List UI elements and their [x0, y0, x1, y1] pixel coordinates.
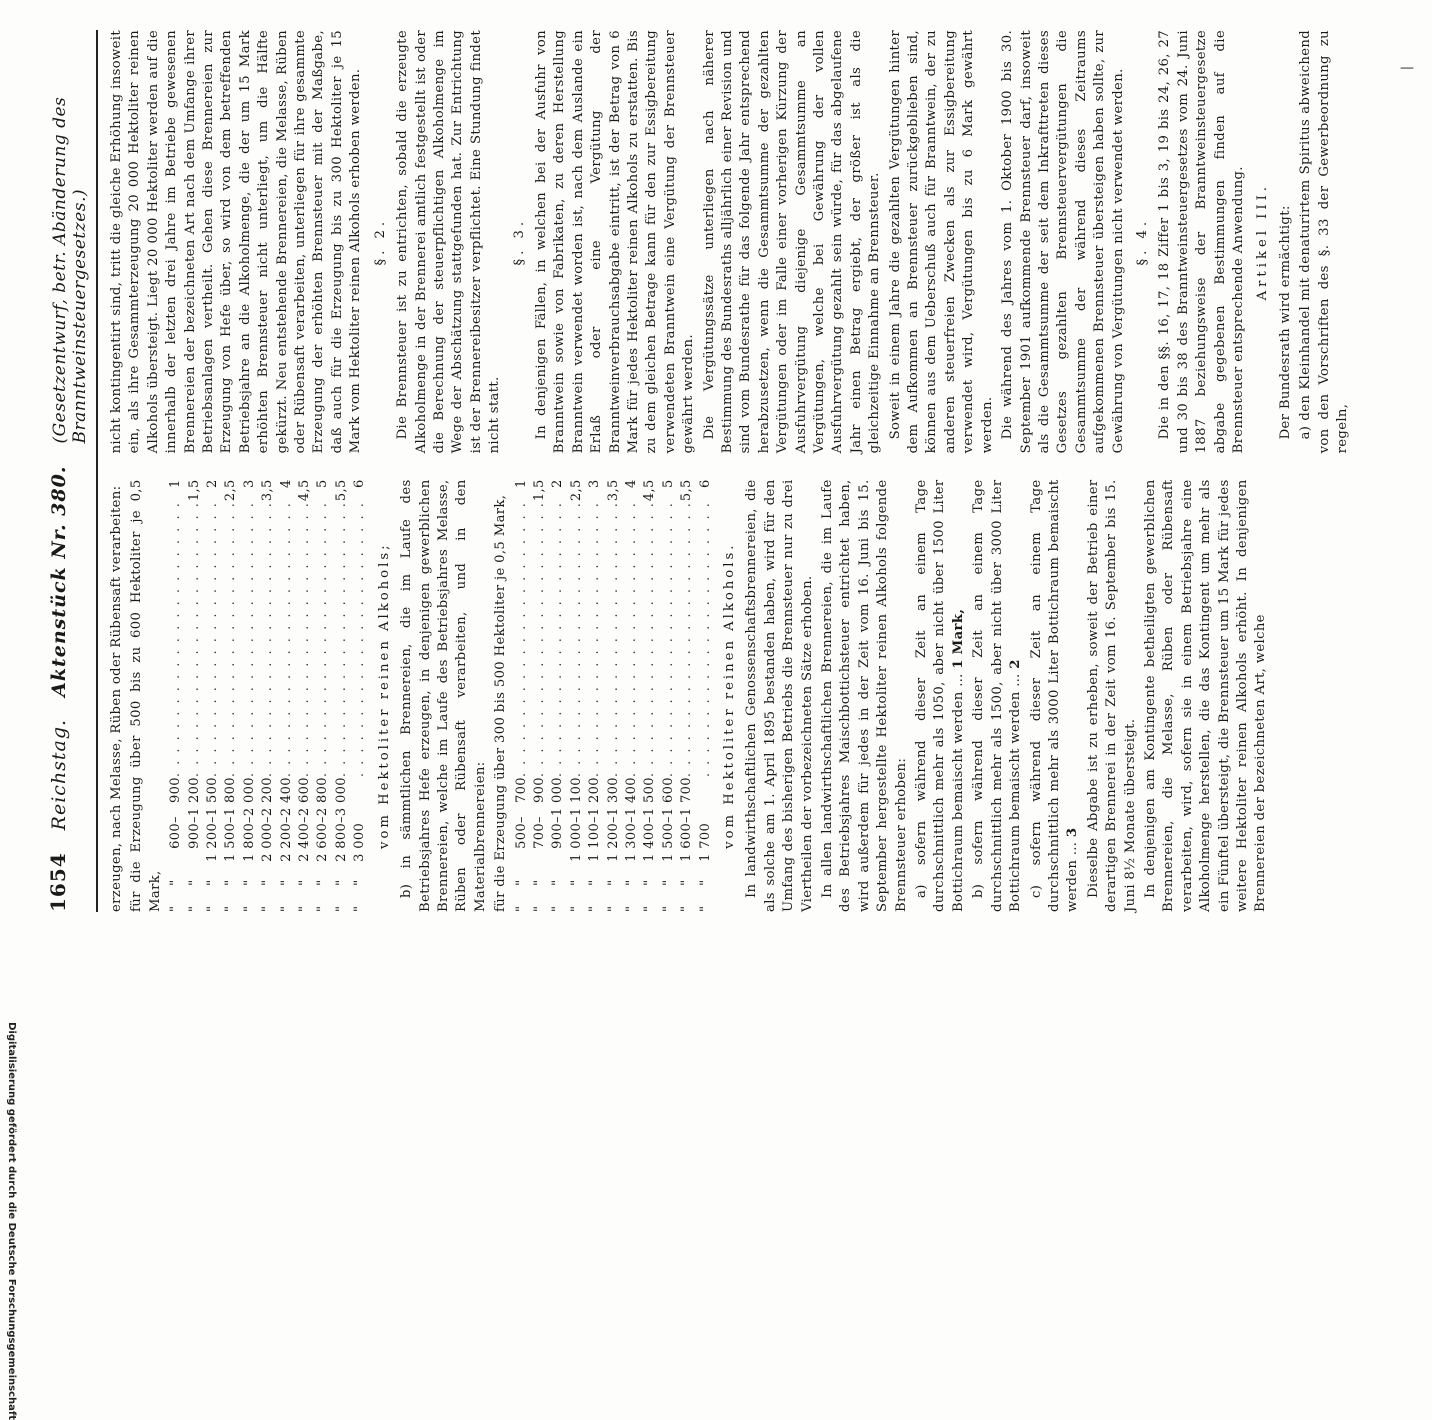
rate-cell-b: 700 — [513, 777, 529, 803]
rate-cell-m: 1 — [168, 479, 184, 489]
rate-cell-b: 2 800 — [315, 777, 331, 817]
rate-cell-m: 6 — [352, 479, 368, 489]
rate-cell-m: 4 — [623, 479, 639, 489]
rate-cell-dots: . . . . . . . . . . . . . . . . . . . . . . . — [297, 501, 313, 778]
rate-cell-m: 3,5 — [260, 479, 276, 502]
rate-row — [641, 479, 659, 912]
rate-cell-q: " " — [642, 871, 658, 912]
rate-cell-dots: . . . . . . . . . . . . . . . . . . . . . . . — [679, 501, 695, 778]
rate-cell-a: 700 — [531, 822, 547, 849]
rate-cell-b: 1 300 — [605, 777, 621, 817]
rate-cell-b: 2 400 — [278, 777, 294, 817]
rate-cell-b: 2 200 — [260, 777, 276, 817]
header-middle: Aktenstück Nr. 380. — [48, 465, 70, 697]
rate-cell-m: 4,5 — [642, 479, 658, 502]
rates-b-head: für die Erzeugung über 300 bis 500 Hektoliter je 0,5 Mark, — [493, 494, 509, 912]
rate-cell-a: 1 700 — [697, 822, 713, 862]
para-b: b) in sämmtlichen Brennereien, die im Laufe des Betriebsjahres Hefe erzeugen, in denjenigen gewerblichen Brennereien, welche im Laufe des Betriebsjahres Melasse, Rüben oder Rübensaft verarbeiten, und in den Materialbrennereien: — [399, 479, 488, 912]
para-s3c: Soweit in einem Jahre die gezahlten Vergütungen hinter dem Aufkommen an Brennsteuer zurückgeblieben sind, können aus dem Ueberschuß auch für Branntwein, der zu anderen steuerfreien Zwecken als zur Essigbereitung verwendet wird, Vergütungen bis zu 6 Mark gewährt werden. — [887, 30, 995, 454]
rate-cell-dash: – — [205, 816, 221, 823]
funding-note — [6, 600, 30, 1420]
para-s4: Die in den §§. 16, 17, 18 Ziffer 1 bis 3, 19 bis 24, 26, 27 und 30 bis 38 des Branntweinsteuergesetzes vom 24. Juni 1887 beziehungsweise der Branntweinsteuergesetze abgabe gegebenen Bestimmungen finden auf die Brennsteuer entsprechende Anwendung. — [1157, 30, 1246, 454]
rate-row — [351, 479, 369, 912]
rate-cell-m: 2,5 — [568, 479, 584, 502]
rate-cell-a: 2 400 — [297, 822, 313, 862]
rate-cell-dash: – — [531, 816, 547, 823]
para-dieselbe: Dieselbe Abgabe ist zu erheben, soweit der Betrieb einer derartigen Brennerei in der Zeit vom 16. September bis 15. Juni 8½ Monate übersteigt. — [1085, 479, 1138, 912]
rate-cell-b: 1 100 — [568, 777, 584, 817]
header-right: (Gesetzentwurf, betr. Abänderung des Branntweinsteuergesetzes.) — [50, 96, 90, 444]
rate-cell-dash: – — [642, 816, 658, 823]
rate-cell-dash — [697, 816, 715, 823]
rate-cell-dots: . . . . . . . . . . . . . . . . . . . . . . . — [186, 501, 202, 778]
rate-cell-a: 900 — [186, 822, 202, 849]
rate-cell-dots: . . . . . . . . . . . . . . . . . . . . . . . — [623, 501, 639, 778]
rate-cell-a: 1 800 — [241, 822, 257, 862]
rate-cell-b: 900 — [168, 777, 184, 803]
para-cont: nicht kontingentirt sind, tritt die gleiche Erhöhung insoweit ein, als ihre Gesammterzeugung 20 000 Hektoliter reinen Alkohols übersteigt. Liegt 20 000 Hektoliter werden auf die innerhalb der letzten drei Jahre im Betriebe gewesenen Brennereien der bezeichneten Art nach dem Umfange ihrer Betriebsanlagen vertheilt. Gehen diese Brennereien zur Erzeugung von Hefe über, so wird von dem betreffenden Betriebsjahre an die Alkoholmenge, die der um 15 Mark erhöhten Brennsteuer nicht unterliegt, um die Hälfte gekürzt. Neu entstehende Brennereien, die Melasse, Rüben oder Rübensaft verarbeiten, unterliegen für ihre gesammte Erzeugung der erhöhten Brennsteuer mit der Maßgabe, daß auch für die Erzeugung bis zu 300 Hektoliter je 15 Mark vom Hektoliter reinen Alkohols erhoben werden. — [109, 30, 364, 454]
rate-cell-b — [351, 777, 369, 816]
rate-cell-m: 4,5 — [297, 479, 313, 502]
rate-cell-dash: – — [186, 816, 202, 823]
item-b: b) sofern während dieser Zeit an einem Tage durchschnittlich mehr als 1500, aber nicht über 3000 Liter Bottichraum bemaischt werden … 2 — [971, 479, 1024, 912]
rate-cell-dash: – — [679, 816, 695, 823]
rate-cell-dash: – — [623, 816, 639, 823]
rate-cell-q: " " — [587, 871, 603, 912]
rate-row — [697, 479, 715, 912]
rate-cell-b: 1 500 — [205, 777, 221, 817]
rate-cell-m: 1,5 — [186, 479, 202, 502]
rate-cell-b: 1 400 — [623, 777, 639, 817]
rate-cell-q: " " — [333, 871, 349, 912]
para-landw: In landwirthschaftlichen Genossenschaftsbrennereien, die als solche am 1. April 1895 bestanden haben, wird für den Umfang des bisherigen Betriebs die Brennsteuer nur zu drei Viertheilen der vorbezeichneten Sätze erhoben. — [744, 479, 815, 912]
rate-cell-dash: – — [587, 816, 603, 823]
rate-row — [549, 479, 567, 912]
rate-cell-m: 3,5 — [605, 479, 621, 502]
rate-cell-q: " " — [660, 871, 676, 912]
rate-cell-q: " " — [205, 871, 221, 912]
rate-row — [314, 479, 332, 912]
rate-row — [678, 479, 696, 912]
rate-cell-q: " " — [679, 871, 695, 912]
rate-cell-dash: – — [315, 816, 331, 823]
rate-cell-q: " " — [513, 871, 529, 912]
rate-cell-a: 1 200 — [605, 822, 621, 862]
column-left — [108, 479, 1354, 912]
page-number: 1654 — [46, 852, 70, 912]
item-b-text: b) sofern während dieser Zeit an einem Tage durchschnittlich mehr als 1500, aber nicht über 3000 Liter Bottichraum bemaischt werden — [971, 479, 1024, 912]
rate-cell-m: 5,5 — [333, 479, 349, 502]
article-3-heading: Artikel III. — [1255, 183, 1271, 301]
rate-cell-a: 1 500 — [660, 822, 676, 862]
rate-cell-dash: – — [241, 816, 257, 823]
rate-cell-b: 900 — [531, 777, 547, 803]
item-a-value: 1 Mark, — [950, 608, 966, 669]
rate-cell-m: 1 — [513, 479, 529, 489]
rate-table-b — [513, 479, 715, 912]
rate-cell-m: 4 — [278, 479, 294, 489]
rate-cell-q: " " — [623, 871, 639, 912]
rate-cell-m: 5 — [315, 479, 331, 489]
rate-cell-q: " " — [260, 871, 276, 912]
rate-cell-dash — [351, 816, 369, 823]
item-c-text: c) sofern während dieser Zeit an einem Tage durchschnittlich mehr als 3000 Liter Bottichraum bemaischt werden — [1028, 479, 1081, 912]
rate-cell-b: 3 000 — [333, 777, 349, 817]
rate-cell-dots: . . . . . . . . . . . . . . . . . . . . . . . — [278, 501, 294, 778]
rate-cell-dots: . . . . . . . . . . . . . . . . . . . . . . . — [660, 501, 676, 778]
rate-cell-a: 600 — [168, 822, 184, 849]
rate-cell-a: 2 600 — [315, 822, 331, 862]
para-s3d: Die während des Jahres vom 1. Oktober 1900 bis 30. September 1901 aufkommende Brennsteuer darf, insoweit als die Gesammtsumme der seit dem Inkrafttreten dieses Gesetzes gezahlten Brennsteuervergütungen die Gesammtsumme der während dieses Zeitraums aufgekommenen Brennsteuer übersteigen haben sollte, zur Gewährung von Vergütungen nicht verwendet werden. — [1000, 30, 1126, 454]
rates-a-tail: vom Hektoliter reinen Alkohols; — [376, 542, 392, 849]
rate-cell-b: 1 700 — [679, 777, 695, 817]
rate-row — [222, 479, 240, 912]
rate-cell-m: 2,5 — [223, 479, 239, 502]
rate-row — [623, 479, 641, 912]
rate-row — [605, 479, 623, 912]
rate-cell-dots: . . . . . . . . . . . . . . . . . . . . . . . — [550, 501, 566, 778]
rate-cell-b: 1 800 — [223, 777, 239, 817]
rate-cell-dash: – — [278, 816, 294, 823]
rate-cell-a: 1 400 — [642, 822, 658, 862]
rate-cell-m: 2 — [550, 479, 566, 489]
item-c: c) sofern während dieser Zeit an einem Tage durchschnittlich mehr als 3000 Liter Bottichraum bemaischt werden … 3 — [1028, 479, 1081, 912]
rate-cell-q: " " — [168, 871, 184, 912]
col1-intro: erzeugen, nach Melasse, Rüben oder Rübensaft verarbeiten: — [109, 485, 124, 912]
rate-cell-dots: . . . . . . . . . . . . . . . . . . . . . . . — [260, 501, 276, 778]
rate-row — [513, 479, 531, 912]
text-columns — [108, 30, 1354, 912]
rate-row — [531, 479, 549, 912]
rate-cell-dots: . . . . . . . . . . . . . . . . . . . . . . . — [205, 501, 221, 778]
rate-cell-a: 1 000 — [568, 822, 584, 862]
rate-cell-q: " " — [278, 871, 294, 912]
rate-cell-dots: . . . . . . . . . . . . . . . . . . . . . . . — [513, 501, 529, 778]
rate-cell-m: 1,5 — [531, 479, 547, 502]
para-art3: Der Bundesrath wird ermächtigt: — [1277, 205, 1293, 440]
rate-cell-dash: – — [297, 816, 313, 823]
rate-cell-a: 1 600 — [679, 822, 695, 862]
item-c-value: 3 — [1065, 827, 1081, 838]
rate-cell-q: " " — [697, 871, 713, 912]
rate-cell-dash: – — [605, 816, 621, 823]
rates-a-head: für die Erzeugung über 500 bis zu 600 Hektoliter je 0,5 Mark, — [129, 479, 163, 912]
rate-cell-b: 2 600 — [297, 777, 313, 817]
rate-cell-q: " " — [186, 871, 202, 912]
rate-cell-dots: . . . . . . . . . . . . . . . . . . . . . . . — [223, 501, 239, 778]
rate-row — [296, 479, 314, 912]
para-alle: In allen landwirthschaftlichen Brennereien, die im Laufe des Betriebsjahres Maischbottichsteuer entrichtet haben, wird außerdem für jedes in der Zeit vom 16. Juni bis 15. September hergestellte Hektoliter reinen Alkohols folgende Brennsteuer erhoben: — [820, 479, 909, 912]
rate-cell-a: 2 000 — [260, 822, 276, 862]
rate-cell-m: 2 — [205, 479, 221, 489]
rate-row — [259, 479, 277, 912]
rate-cell-dash: – — [260, 816, 276, 823]
rate-cell-dots: . . . . . . . . . . . . . . . . . . . . . . . — [605, 501, 621, 778]
rate-cell-dots: . . . . . . . . . . . . . . . . . . . . . . . — [352, 501, 368, 778]
para-s3b: Die Vergütungssätze unterliegen nach näherer Bestimmung des Bundesraths alljährlich einer Revision und sind vom Bundesrathe für das folgende Jahr entsprechend herabzusetzen, wenn die Gesammtsumme der gezahlten Vergütungen oder im Falle einer vorherigen Kürzung der Ausfuhrvergütung diejenige Gesammtsumme an Vergütungen, welche bei Gewährung der vollen Ausfuhrvergütung gezahlt sein würde, für das abgelaufene Jahr einen Betrag ergiebt, der größer ist als die gleichzeitige Einnahme an Brennsteuer. — [701, 30, 883, 454]
rate-cell-q: " " — [241, 871, 257, 912]
page-header — [46, 30, 98, 912]
rate-cell-dash: – — [660, 816, 676, 823]
rate-cell-q: " " — [568, 871, 584, 912]
column-right — [108, 30, 1354, 453]
rate-cell-m: 3 — [241, 479, 257, 489]
rate-cell-dots: . . . . . . . . . . . . . . . . . . . . . . . — [333, 501, 349, 778]
edge-mark: — — [1400, 60, 1414, 76]
rate-cell-dash: – — [568, 816, 584, 823]
rate-row — [167, 479, 185, 912]
rate-row — [660, 479, 678, 912]
rate-cell-b: 1 200 — [587, 777, 603, 817]
rate-cell-m: 5 — [660, 479, 676, 489]
rate-row — [333, 479, 351, 912]
rate-cell-dots: . . . . . . . . . . . . . . . . . . . . . . . — [315, 501, 331, 778]
rate-cell-a: 1 200 — [205, 822, 221, 862]
rate-cell-q: " " — [550, 871, 566, 912]
rate-row — [278, 479, 296, 912]
item-a-text: a) sofern während dieser Zeit an einem Tage durchschnittlich mehr als 1050, aber nicht über 1500 Liter Bottichraum bemaischt werden — [914, 479, 966, 912]
rate-cell-a: 1 500 — [223, 822, 239, 862]
rate-cell-dash: – — [550, 816, 566, 823]
rate-row — [186, 479, 204, 912]
rate-cell-a: 1 300 — [623, 822, 639, 862]
rate-cell-q: " " — [352, 871, 368, 912]
rate-cell-b: 1 500 — [642, 777, 658, 817]
rate-cell-a: 1 100 — [587, 822, 603, 862]
section-3-heading: §. 3. — [511, 217, 527, 266]
section-2-heading: §. 2. — [372, 217, 388, 266]
rate-row — [586, 479, 604, 912]
rate-cell-a: 2 200 — [278, 822, 294, 862]
rate-cell-b — [697, 777, 715, 816]
rate-cell-m: 3 — [587, 479, 603, 489]
section-4-heading: §. 4. — [1134, 217, 1150, 266]
rate-cell-m: 6 — [697, 479, 713, 489]
rate-cell-a: 900 — [550, 822, 566, 849]
rate-cell-dots: . . . . . . . . . . . . . . . . . . . . . . . — [168, 501, 184, 778]
rate-cell-q: " " — [605, 871, 621, 912]
rate-cell-q: " " — [297, 871, 313, 912]
rate-cell-b: 1 200 — [186, 777, 202, 817]
rate-cell-dots: . . . . . . . . . . . . . . . . . . . . . . . — [642, 501, 658, 778]
rate-cell-a: 500 — [513, 822, 529, 849]
rate-cell-a: 3 000 — [352, 822, 368, 862]
rate-cell-dots: . . . . . . . . . . . . . . . . . . . . . . . — [531, 501, 547, 778]
rates-b-tail: vom Hektoliter reinen Alkohols. — [722, 542, 737, 849]
para-kontingent: In denjenigen am Kontingente betheiligten gewerblichen Brennereien, die Melasse, Rüben oder Rübensaft verarbeiten, wird, sofern sie in einem Betriebsjahre eine Alkoholmenge herstellen, die das Kontingent um mehr als ein Fünftel übersteigt, die Brennsteuer um 15 Mark für jedes weitere Hektoliter reinen Alkohols erhöht. In denjenigen Brennereien der bezeichneten Art, welche — [1142, 479, 1269, 912]
rate-cell-b: 1 600 — [660, 777, 676, 817]
rate-cell-dots: . . . . . . . . . . . . . . . . . . . . . . . — [697, 501, 713, 778]
rate-cell-q: " " — [315, 871, 331, 912]
header-left: Reichstag. — [48, 718, 70, 831]
item-a: a) sofern während dieser Zeit an einem Tage durchschnittlich mehr als 1050, aber nicht über 1500 Liter Bottichraum bemaischt werden … 1 Mark, — [914, 479, 966, 912]
rate-cell-dots: . . . . . . . . . . . . . . . . . . . . . . . — [241, 501, 257, 778]
item-b-value: 2 — [1008, 659, 1024, 669]
para-s2: Die Brennsteuer ist zu entrichten, sobald die erzeugte Alkoholmenge in der Brennerei amtlich festgestellt ist oder die Berechnung der steuerpflichtigen Alkoholmenge im Wege der Abschätzung stattgefunden hat. Zur Entrichtung ist der Brennereibesitzer verpflichtet. Eine Stundung findet nicht statt. — [395, 30, 503, 454]
rate-cell-a: 2 800 — [333, 822, 349, 862]
rate-cell-m: 5,5 — [679, 479, 695, 502]
rate-row — [241, 479, 259, 912]
para-s3a: In denjenigen Fällen, in welchen bei der Ausfuhr von Branntwein sowie von Fabrikaten, zu deren Herstellung Branntwein verwendet worden ist, nach dem Auslande ein Erlaß oder eine Vergütung der Branntweinverbrauchsabgabe eintritt, ist der Betrag von 6 Mark für jedes Hektoliter reinen Alkohols zu erstatten. Bis zu dem gleichen Betrage kann für den zur Essigbereitung verwendeten Branntwein eine Vergütung der Brennsteuer gewährt werden. — [533, 30, 697, 454]
rate-cell-dots: . . . . . . . . . . . . . . . . . . . . . . . — [568, 501, 584, 778]
rate-cell-dash: – — [168, 816, 184, 823]
rate-row — [568, 479, 586, 912]
rate-cell-dash: – — [513, 816, 529, 823]
rate-row — [204, 479, 222, 912]
rate-cell-dash: – — [333, 816, 349, 823]
rate-cell-b: 1 000 — [550, 777, 566, 817]
rate-cell-q: " " — [531, 871, 547, 912]
rate-cell-dash: – — [223, 816, 239, 823]
funding-note-text: Digitalisierung gefördert durch die Deutsche Forschungsgemeinschaft — [6, 1022, 17, 1420]
para-art3a: a) den Kleinhandel mit denaturirtem Spiritus abweichend von den Vorschriften des §. 33 der Gewerbeordnung zu regeln, — [1298, 30, 1350, 454]
rate-cell-dots: . . . . . . . . . . . . . . . . . . . . . . . — [587, 501, 603, 778]
rate-cell-q: " " — [223, 871, 239, 912]
rate-cell-b: 2 000 — [241, 777, 257, 817]
rate-table-a — [167, 479, 369, 912]
